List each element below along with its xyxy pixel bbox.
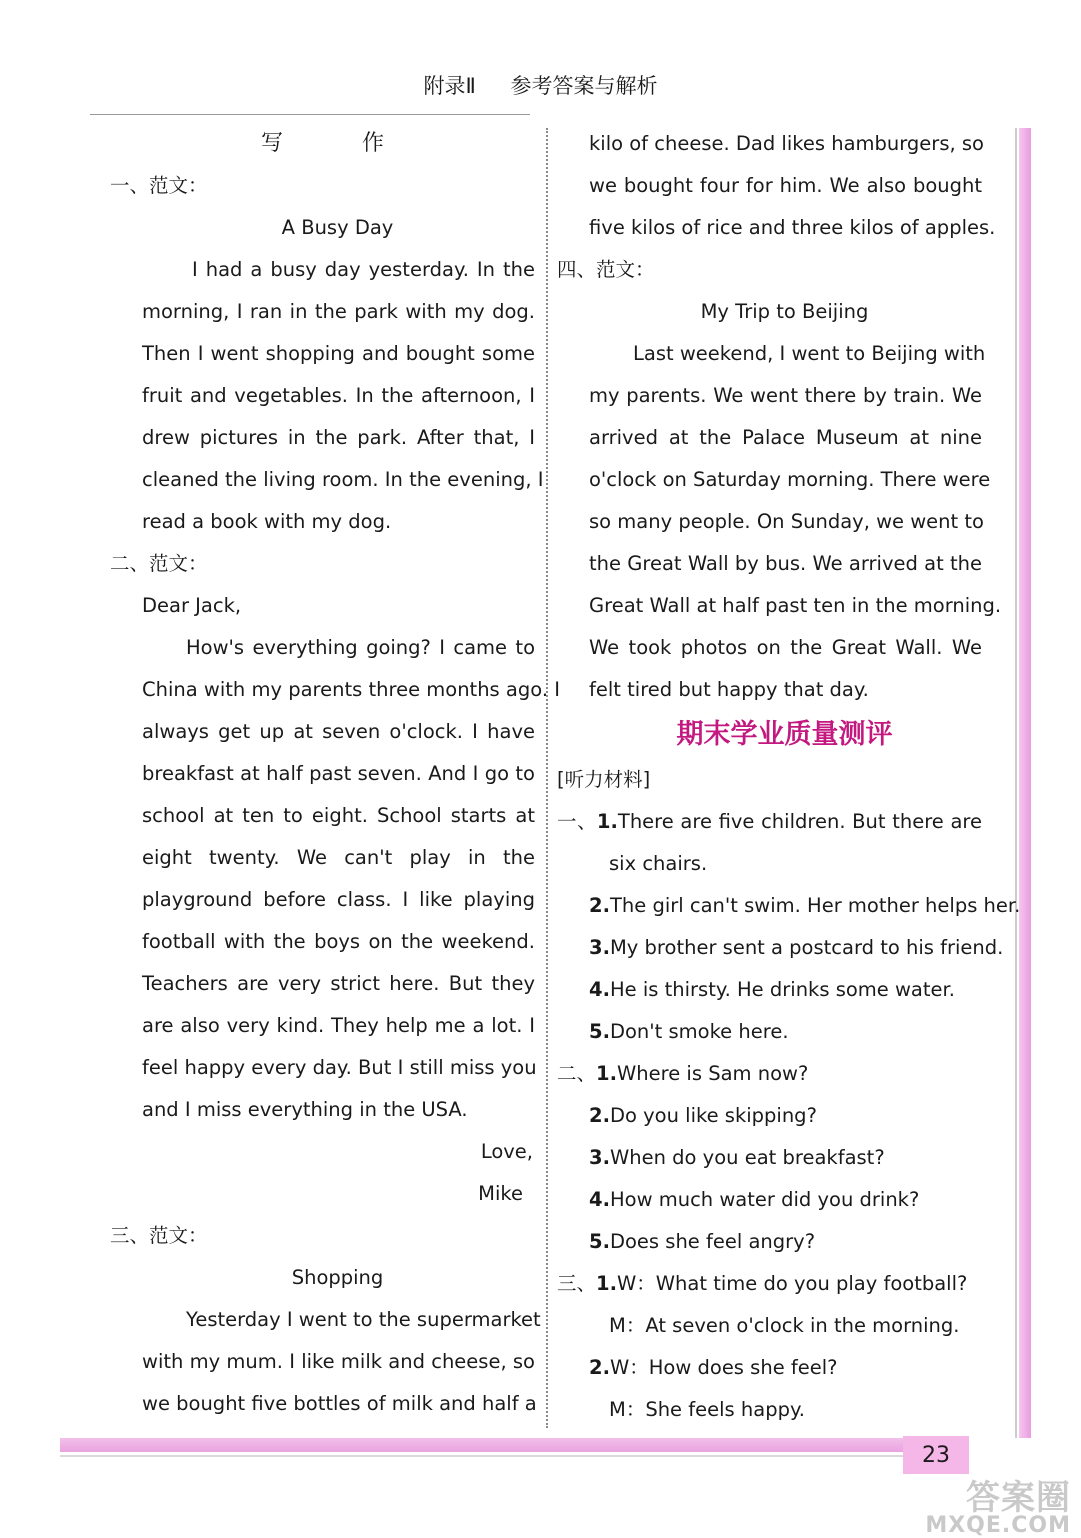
part1-item	[557, 1011, 982, 1053]
part1-item-cont: six chairs.	[609, 852, 708, 875]
s2-line: school at ten to eight. School starts at	[142, 804, 535, 827]
s2-line: eight twenty. We can't play in the	[142, 846, 535, 869]
s3-line: we bought five bottles of milk and half a	[142, 1392, 537, 1415]
s2-greeting: Dear Jack,	[142, 594, 242, 617]
part1-item	[557, 969, 982, 1011]
item-number: 3.	[589, 936, 610, 959]
s1-line: morning, I ran in the park with my dog.	[142, 300, 535, 323]
s4-line: We took photos on the Great Wall. We	[589, 636, 982, 659]
item-text: Don't smoke here.	[609, 1020, 789, 1043]
s2-closing: Love,	[480, 1140, 533, 1163]
item-text: Where is Sam now?	[617, 1062, 809, 1085]
part3-item	[557, 1347, 982, 1389]
s3-cont-line: kilo of cheese. Dad likes hamburgers, so	[589, 132, 984, 155]
s4-label: 四、范文：	[557, 258, 655, 281]
s4-line: Last weekend, I went to Beijing with	[633, 342, 986, 365]
s2-line: always get up at seven o'clock. I have	[142, 720, 535, 743]
part2-prefix: 二、	[557, 1062, 597, 1085]
item-number: 1.	[596, 810, 618, 833]
s3-cont-line: five kilos of rice and three kilos of apples.	[589, 216, 996, 239]
part3-item-cont: M：At seven o'clock in the morning.	[609, 1314, 960, 1337]
bottom-border	[60, 1438, 905, 1452]
item-text: W：How does she feel?	[609, 1356, 838, 1379]
s2-line: football with the boys on the weekend.	[142, 930, 535, 953]
s4-line: the Great Wall by bus. We arrived at the	[589, 552, 982, 575]
item-number: 4.	[589, 1188, 610, 1211]
item-text: Do you like skipping?	[609, 1104, 817, 1127]
s1-line: Then I went shopping and bought some	[142, 342, 535, 365]
s3-title: Shopping	[291, 1266, 384, 1289]
s4-line: so many people. On Sunday, we went to	[589, 510, 984, 533]
side-border	[1019, 128, 1031, 1438]
item-text: W：What time do you play football?	[617, 1272, 968, 1295]
item-number: 2.	[589, 1104, 610, 1127]
s2-line: How's everything going? I came to	[186, 636, 535, 659]
item-number: 1.	[596, 1062, 617, 1085]
s2-line: feel happy every day. But I still miss you	[142, 1056, 537, 1079]
s2-line: Teachers are very strict here. But they	[142, 972, 535, 995]
s2-signature: Mike	[478, 1182, 523, 1205]
s3-cont-line: we bought four for him. We also bought	[589, 174, 982, 197]
s2-label: 二、范文：	[110, 552, 208, 575]
part1-item	[557, 885, 1021, 927]
exam-title: 期末学业质量测评	[676, 719, 893, 750]
s4-line: arrived at the Palace Museum at nine	[589, 426, 982, 449]
header-title: 参考答案与解析	[510, 74, 658, 98]
item-text: Does she feel angry?	[609, 1230, 816, 1253]
s2-line: and I miss everything in the USA.	[142, 1098, 468, 1121]
item-number: 4.	[589, 978, 610, 1001]
watermark-text: 答案圈	[966, 1478, 1071, 1518]
watermark-url: MXQE.COM	[925, 1513, 1071, 1538]
s2-line: playground before class. I like playing	[142, 888, 535, 911]
s3-label: 三、范文：	[110, 1224, 208, 1247]
item-text: There are five children. But there are	[617, 810, 982, 833]
item-text: The girl can't swim. Her mother helps her.	[609, 894, 1021, 917]
bottom-border-line	[60, 1455, 905, 1457]
item-number: 5.	[589, 1020, 610, 1043]
s2-line: breakfast at half past seven. And I go to	[142, 762, 535, 785]
s1-line: cleaned the living room. In the evening, I	[142, 468, 544, 491]
s4-line: my parents. We went there by train. We	[589, 384, 982, 407]
item-number: 2.	[589, 894, 610, 917]
part1-item	[557, 927, 1004, 969]
s2-line: China with my parents three months ago. I	[142, 678, 560, 701]
s1-line: I had a busy day yesterday. In the	[192, 258, 535, 281]
side-border-line	[1015, 128, 1017, 1438]
item-text: He is thirsty. He drinks some water.	[609, 978, 955, 1001]
section-title: 写 作	[261, 131, 420, 156]
part3-item	[557, 1263, 982, 1305]
part3-item-cont: M：She feels happy.	[609, 1398, 805, 1421]
left-column	[110, 123, 560, 1425]
s4-line: felt tired but happy that day.	[589, 678, 869, 701]
s1-label: 一、范文：	[110, 174, 208, 197]
item-number: 3.	[589, 1146, 610, 1169]
header-rule	[90, 114, 530, 115]
s4-line: Great Wall at half past ten in the morning.	[589, 594, 1002, 617]
s4-line: o'clock on Saturday morning. There were	[589, 468, 991, 491]
page-number: 23	[903, 1436, 969, 1474]
part2-item	[557, 1137, 982, 1179]
listening-label: [听力材料]	[557, 768, 651, 791]
item-number: 1.	[596, 1272, 617, 1295]
column-divider	[546, 128, 548, 1428]
s3-line: Yesterday I went to the supermarket	[186, 1308, 541, 1331]
part1-item	[557, 801, 982, 843]
part1-prefix: 一、	[557, 810, 597, 833]
s4-title: My Trip to Beijing	[700, 300, 869, 323]
item-text: How much water did you drink?	[609, 1188, 920, 1211]
part2-item	[557, 1053, 982, 1095]
part2-item	[557, 1179, 982, 1221]
s1-title: A Busy Day	[281, 216, 394, 239]
s1-line: read a book with my dog.	[142, 510, 392, 533]
watermark-logo	[901, 1470, 1071, 1538]
part2-item	[557, 1095, 982, 1137]
item-text: When do you eat breakfast?	[609, 1146, 885, 1169]
part2-item	[557, 1221, 982, 1263]
page-header	[0, 70, 1081, 100]
s1-line: fruit and vegetables. In the afternoon, I	[142, 384, 535, 407]
part3-prefix: 三、	[557, 1272, 597, 1295]
item-text: My brother sent a postcard to his friend.	[609, 936, 1004, 959]
s2-line: are also very kind. They help me a lot. I	[142, 1014, 535, 1037]
item-number: 5.	[589, 1230, 610, 1253]
header-appendix: 附录Ⅱ	[423, 74, 476, 98]
s3-line: with my mum. I like milk and cheese, so	[142, 1350, 535, 1373]
s1-line: drew pictures in the park. After that, I	[142, 426, 535, 449]
right-column	[557, 123, 1021, 1431]
item-number: 2.	[589, 1356, 610, 1379]
